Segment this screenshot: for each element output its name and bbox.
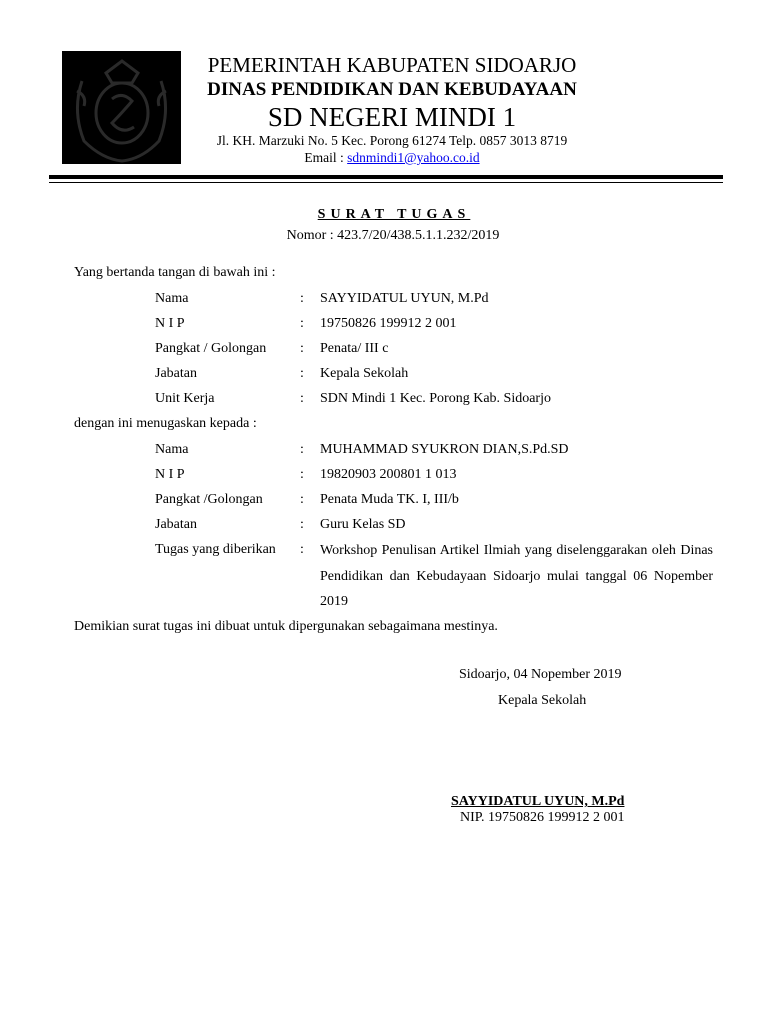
assignee-position-value: Guru Kelas SD (320, 517, 406, 532)
signer-nip-label: N I P (155, 316, 185, 331)
email-link[interactable]: sdnmindi1@yahoo.co.id (347, 150, 480, 165)
document-title: SURAT TUGAS (317, 207, 471, 222)
closing-statement: Demikian surat tugas ini dibuat untuk dipergunakan sebagaimana mestinya. (74, 619, 498, 634)
signer-name-label: Nama (155, 291, 189, 306)
email-label: Email : (304, 150, 344, 165)
signer-rank-label: Pangkat / Golongan (155, 341, 267, 356)
signer-name-value: SAYYIDATUL UYUN, M.Pd (320, 291, 489, 306)
department-name: DINAS PENDIDIKAN DAN KEBUDAYAAN (207, 79, 577, 100)
school-address: Jl. KH. Marzuki No. 5 Kec. Porong 61274 Telp. 0857 3013 8719 (216, 133, 568, 148)
assignee-nip-value: 19820903 200801 1 013 (320, 467, 457, 482)
letterhead-divider-thin (49, 182, 723, 183)
signer-unit-label: Unit Kerja (155, 391, 215, 406)
signature-name: SAYYIDATUL UYUN, M.Pd (451, 794, 625, 809)
assignee-nip-label: N I P (155, 467, 185, 482)
assignee-rank-label: Pangkat /Golongan (155, 492, 263, 507)
signature-role: Kepala Sekolah (498, 693, 587, 708)
signature-nip: NIP. 19750826 199912 2 001 (460, 810, 625, 825)
letterhead-divider-thick (49, 175, 723, 179)
colon: : (300, 542, 304, 557)
colon: : (300, 316, 304, 331)
signer-position-label: Jabatan (155, 366, 197, 381)
signature-place-date: Sidoarjo, 04 Nopember 2019 (459, 667, 622, 682)
signer-position-value: Kepala Sekolah (320, 366, 409, 381)
signer-rank-value: Penata/ III c (320, 341, 389, 356)
colon: : (300, 291, 304, 306)
signer-intro: Yang bertanda tangan di bawah ini : (74, 265, 276, 280)
school-email-line (180, 150, 604, 166)
assignee-name-value: MUHAMMAD SYUKRON DIAN,S.Pd.SD (320, 442, 569, 457)
task-description: Workshop Penulisan Artikel Ilmiah yang diselenggarakan oleh Dinas Pendidikan dan Kebudayaan Sidoarjo mulai tanggal 06 Nopember 2019 (320, 543, 713, 609)
school-name: SD NEGERI MINDI 1 (267, 102, 517, 132)
colon: : (300, 492, 304, 507)
colon: : (300, 467, 304, 482)
task-label: Tugas yang diberikan (155, 542, 276, 557)
assignee-intro: dengan ini menugaskan kepada : (74, 416, 257, 431)
government-name: PEMERINTAH KABUPATEN SIDOARJO (207, 53, 577, 77)
assignee-name-label: Nama (155, 442, 189, 457)
colon: : (300, 517, 304, 532)
assignee-position-label: Jabatan (155, 517, 197, 532)
regency-emblem-icon (62, 51, 181, 164)
colon: : (300, 341, 304, 356)
colon: : (300, 391, 304, 406)
colon: : (300, 366, 304, 381)
signer-nip-value: 19750826 199912 2 001 (320, 316, 457, 331)
document-number: Nomor : 423.7/20/438.5.1.1.232/2019 (286, 228, 500, 243)
signer-unit-value: SDN Mindi 1 Kec. Porong Kab. Sidoarjo (320, 391, 551, 406)
assignee-rank-value: Penata Muda TK. I, III/b (320, 492, 459, 507)
colon: : (300, 442, 304, 457)
